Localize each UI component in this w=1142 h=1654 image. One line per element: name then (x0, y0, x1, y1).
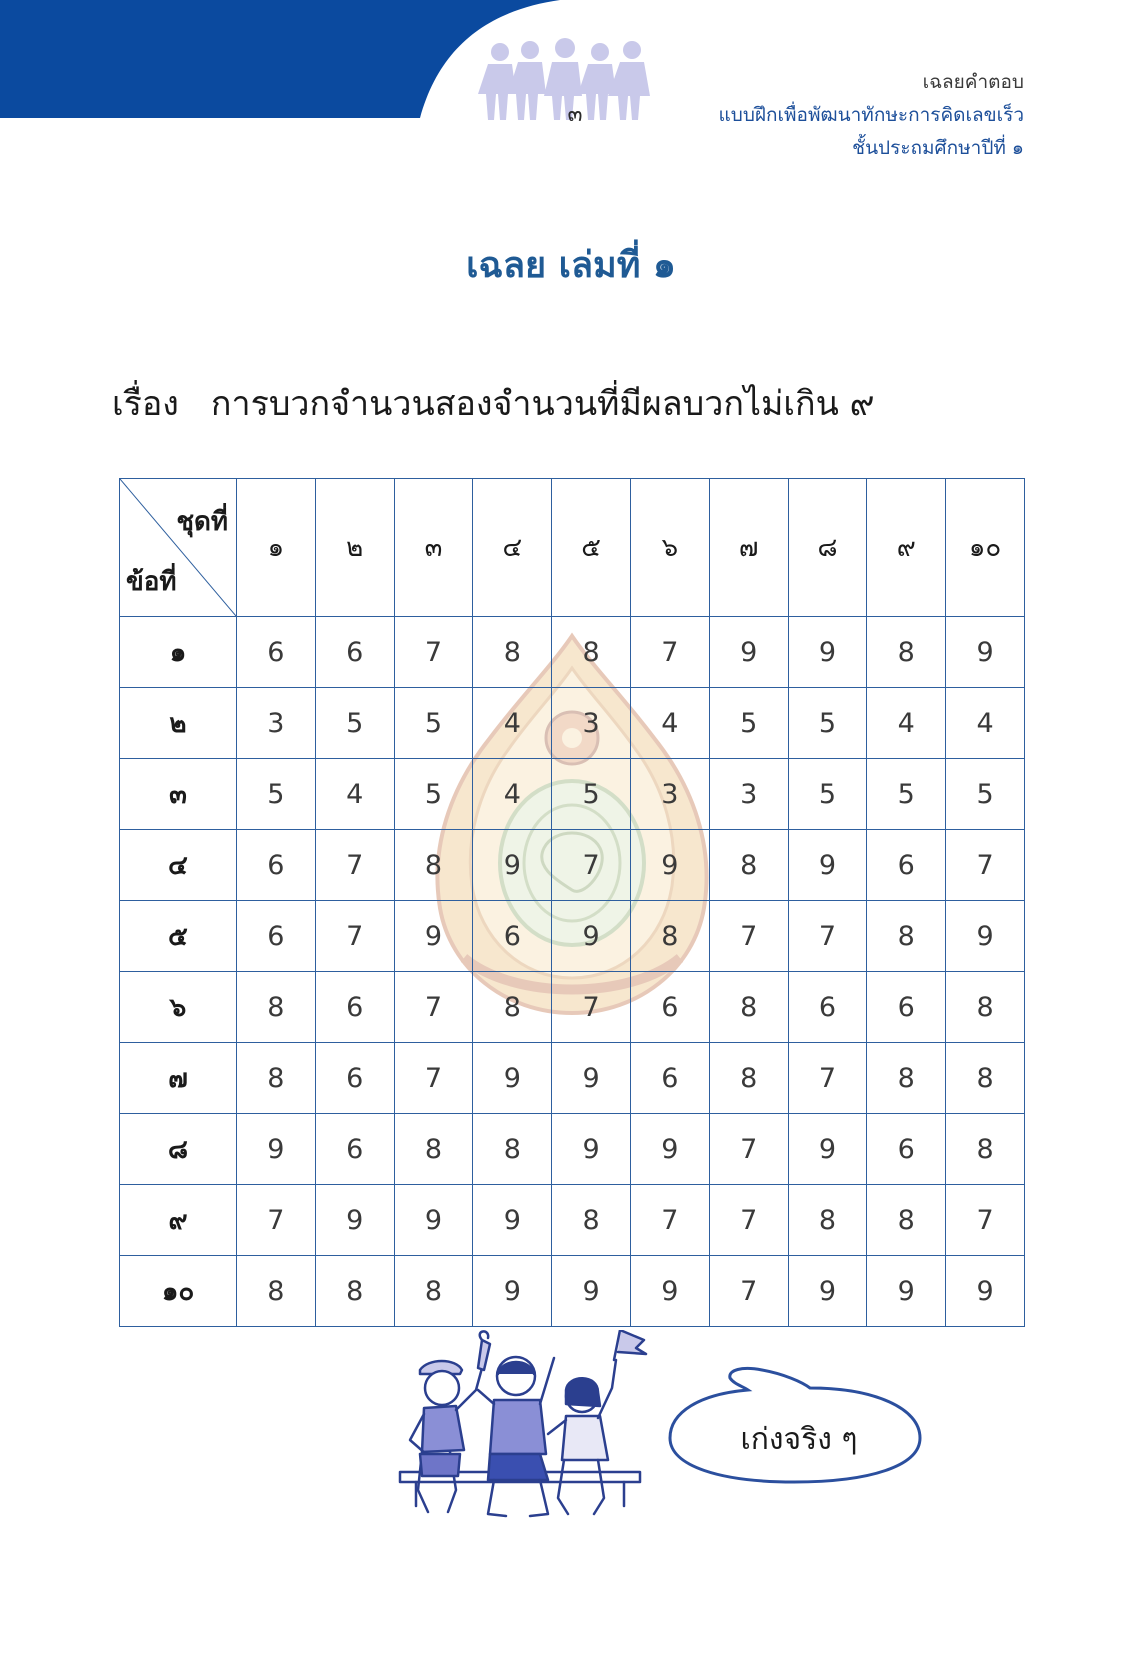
answer-cell: 8 (709, 830, 788, 901)
answer-cell: 9 (946, 901, 1025, 972)
header-info (719, 66, 1024, 165)
table-header-row (120, 479, 1025, 617)
answer-cell: 9 (630, 1256, 709, 1327)
answer-cell: 6 (788, 972, 867, 1043)
answer-cell: 7 (946, 830, 1025, 901)
column-header: ๘ (788, 479, 867, 617)
answer-cell: 5 (237, 759, 316, 830)
header-line-book-title: แบบฝึกเพื่อพัฒนาทักษะการคิดเลขเร็ว (718, 104, 1024, 126)
answer-cell: 7 (630, 1185, 709, 1256)
answer-cell: 6 (315, 1114, 394, 1185)
answer-cell: 6 (315, 972, 394, 1043)
answer-cell: 9 (788, 830, 867, 901)
answer-cell: 6 (867, 972, 946, 1043)
answer-cell: 8 (788, 1185, 867, 1256)
answer-cell: 5 (946, 759, 1025, 830)
answer-cell: 4 (473, 759, 552, 830)
answer-cell: 8 (473, 1114, 552, 1185)
answer-cell: 7 (315, 901, 394, 972)
answer-cell: 9 (630, 830, 709, 901)
row-header: ๖ (120, 972, 237, 1043)
answer-cell: 7 (394, 617, 473, 688)
table-row (120, 972, 1025, 1043)
answer-cell: 5 (394, 759, 473, 830)
table-row (120, 901, 1025, 972)
answer-cell: 8 (946, 972, 1025, 1043)
table-row (120, 1185, 1025, 1256)
answer-cell: 7 (394, 1043, 473, 1114)
answer-cell: 6 (315, 1043, 394, 1114)
table-row (120, 1114, 1025, 1185)
row-header: ๕ (120, 901, 237, 972)
answer-cell: 6 (237, 901, 316, 972)
column-header: ๙ (867, 479, 946, 617)
column-header: ๔ (473, 479, 552, 617)
answer-cell: 5 (552, 759, 631, 830)
answer-cell: 8 (394, 830, 473, 901)
table-corner-cell (120, 479, 237, 617)
answer-cell: 9 (946, 1256, 1025, 1327)
answer-cell: 8 (473, 617, 552, 688)
answer-cell: 9 (394, 901, 473, 972)
answer-cell: 8 (946, 1114, 1025, 1185)
answer-cell: 3 (552, 688, 631, 759)
row-header: ๓ (120, 759, 237, 830)
answer-cell: 8 (709, 972, 788, 1043)
answer-cell: 9 (552, 1114, 631, 1185)
answer-cell: 7 (946, 1185, 1025, 1256)
answer-cell: 9 (788, 617, 867, 688)
answer-cell: 8 (315, 1256, 394, 1327)
answer-cell: 7 (394, 972, 473, 1043)
column-header: ๒ (315, 479, 394, 617)
answer-cell: 6 (473, 901, 552, 972)
answer-cell: 7 (552, 830, 631, 901)
column-header: ๑ (237, 479, 316, 617)
answer-cell: 8 (867, 617, 946, 688)
answer-cell: 8 (473, 972, 552, 1043)
answer-cell: 8 (867, 901, 946, 972)
answer-cell: 7 (788, 901, 867, 972)
answer-cell: 8 (709, 1043, 788, 1114)
answer-cell: 9 (473, 1185, 552, 1256)
answer-cell: 7 (315, 830, 394, 901)
page-number: ๓ (567, 102, 583, 127)
row-header: ๗ (120, 1043, 237, 1114)
answer-cell: 9 (867, 1256, 946, 1327)
answer-cell: 7 (552, 972, 631, 1043)
answer-cell: 3 (630, 759, 709, 830)
table-body (120, 617, 1025, 1327)
row-header: ๘ (120, 1114, 237, 1185)
answer-cell: 9 (788, 1256, 867, 1327)
answer-cell: 6 (867, 830, 946, 901)
row-header: ๔ (120, 830, 237, 901)
row-header: ๑๐ (120, 1256, 237, 1327)
answer-cell: 4 (315, 759, 394, 830)
cheering-kids-illustration (398, 1330, 648, 1520)
topic-heading (112, 376, 875, 430)
answer-cell: 5 (788, 688, 867, 759)
answer-cell: 5 (394, 688, 473, 759)
table-row (120, 759, 1025, 830)
answer-cell: 9 (394, 1185, 473, 1256)
answer-cell: 7 (709, 1114, 788, 1185)
answer-cell: 4 (473, 688, 552, 759)
column-header: ๗ (709, 479, 788, 617)
column-header: ๕ (552, 479, 631, 617)
table-row (120, 1256, 1025, 1327)
corner-item-label: ข้อที่ (126, 567, 177, 597)
column-header: ๑๐ (946, 479, 1025, 617)
answer-cell: 8 (630, 901, 709, 972)
answer-cell: 7 (709, 901, 788, 972)
answer-cell: 7 (630, 617, 709, 688)
table-row (120, 688, 1025, 759)
header-line-answer-key: เฉลยคำตอบ (922, 71, 1024, 93)
answer-cell: 3 (237, 688, 316, 759)
answer-table-container (119, 478, 1025, 1326)
answer-cell: 4 (867, 688, 946, 759)
answer-cell: 8 (552, 1185, 631, 1256)
answer-cell: 8 (237, 1043, 316, 1114)
answer-cell: 5 (709, 688, 788, 759)
column-header: ๓ (394, 479, 473, 617)
topic-text: การบวกจำนวนสองจำนวนที่มีผลบวกไม่เกิน ๙ (210, 384, 875, 424)
answer-cell: 9 (473, 1256, 552, 1327)
row-header: ๙ (120, 1185, 237, 1256)
answer-cell: 5 (867, 759, 946, 830)
answer-cell: 8 (867, 1043, 946, 1114)
answer-cell: 7 (237, 1185, 316, 1256)
answer-cell: 9 (788, 1114, 867, 1185)
answer-cell: 8 (394, 1114, 473, 1185)
answer-table (119, 478, 1025, 1327)
answer-cell: 9 (630, 1114, 709, 1185)
answer-cell: 8 (394, 1256, 473, 1327)
answer-cell: 3 (709, 759, 788, 830)
answer-cell: 9 (552, 1256, 631, 1327)
table-row (120, 1043, 1025, 1114)
row-header: ๑ (120, 617, 237, 688)
row-header: ๒ (120, 688, 237, 759)
answer-cell: 4 (630, 688, 709, 759)
answer-cell: 7 (709, 1185, 788, 1256)
answer-cell: 9 (709, 617, 788, 688)
answer-cell: 6 (630, 1043, 709, 1114)
answer-cell: 9 (473, 830, 552, 901)
answer-cell: 6 (630, 972, 709, 1043)
answer-cell: 6 (237, 617, 316, 688)
answer-cell: 9 (946, 617, 1025, 688)
table-row (120, 617, 1025, 688)
answer-cell: 9 (237, 1114, 316, 1185)
table-row (120, 830, 1025, 901)
corner-set-label: ชุดที่ (176, 507, 228, 537)
answer-cell: 8 (237, 972, 316, 1043)
answer-cell: 8 (552, 617, 631, 688)
answer-cell: 9 (552, 1043, 631, 1114)
column-header: ๖ (630, 479, 709, 617)
answer-cell: 8 (867, 1185, 946, 1256)
answer-cell: 8 (946, 1043, 1025, 1114)
answer-cell: 5 (788, 759, 867, 830)
answer-cell: 9 (473, 1043, 552, 1114)
page-title: เฉลย เล่มที่ ๑ (466, 245, 676, 286)
answer-cell: 8 (237, 1256, 316, 1327)
answer-cell: 6 (237, 830, 316, 901)
answer-cell: 7 (788, 1043, 867, 1114)
topic-label: เรื่อง (112, 384, 179, 424)
answer-cell: 4 (946, 688, 1025, 759)
answer-cell: 5 (315, 688, 394, 759)
answer-cell: 9 (552, 901, 631, 972)
answer-cell: 7 (709, 1256, 788, 1327)
answer-cell: 6 (315, 617, 394, 688)
speech-bubble-text: เก่งจริง ๆ (740, 1422, 858, 1457)
answer-cell: 9 (315, 1185, 394, 1256)
answer-cell: 6 (867, 1114, 946, 1185)
header-line-grade: ชั้นประถมศึกษาปีที่ ๑ (852, 137, 1024, 159)
